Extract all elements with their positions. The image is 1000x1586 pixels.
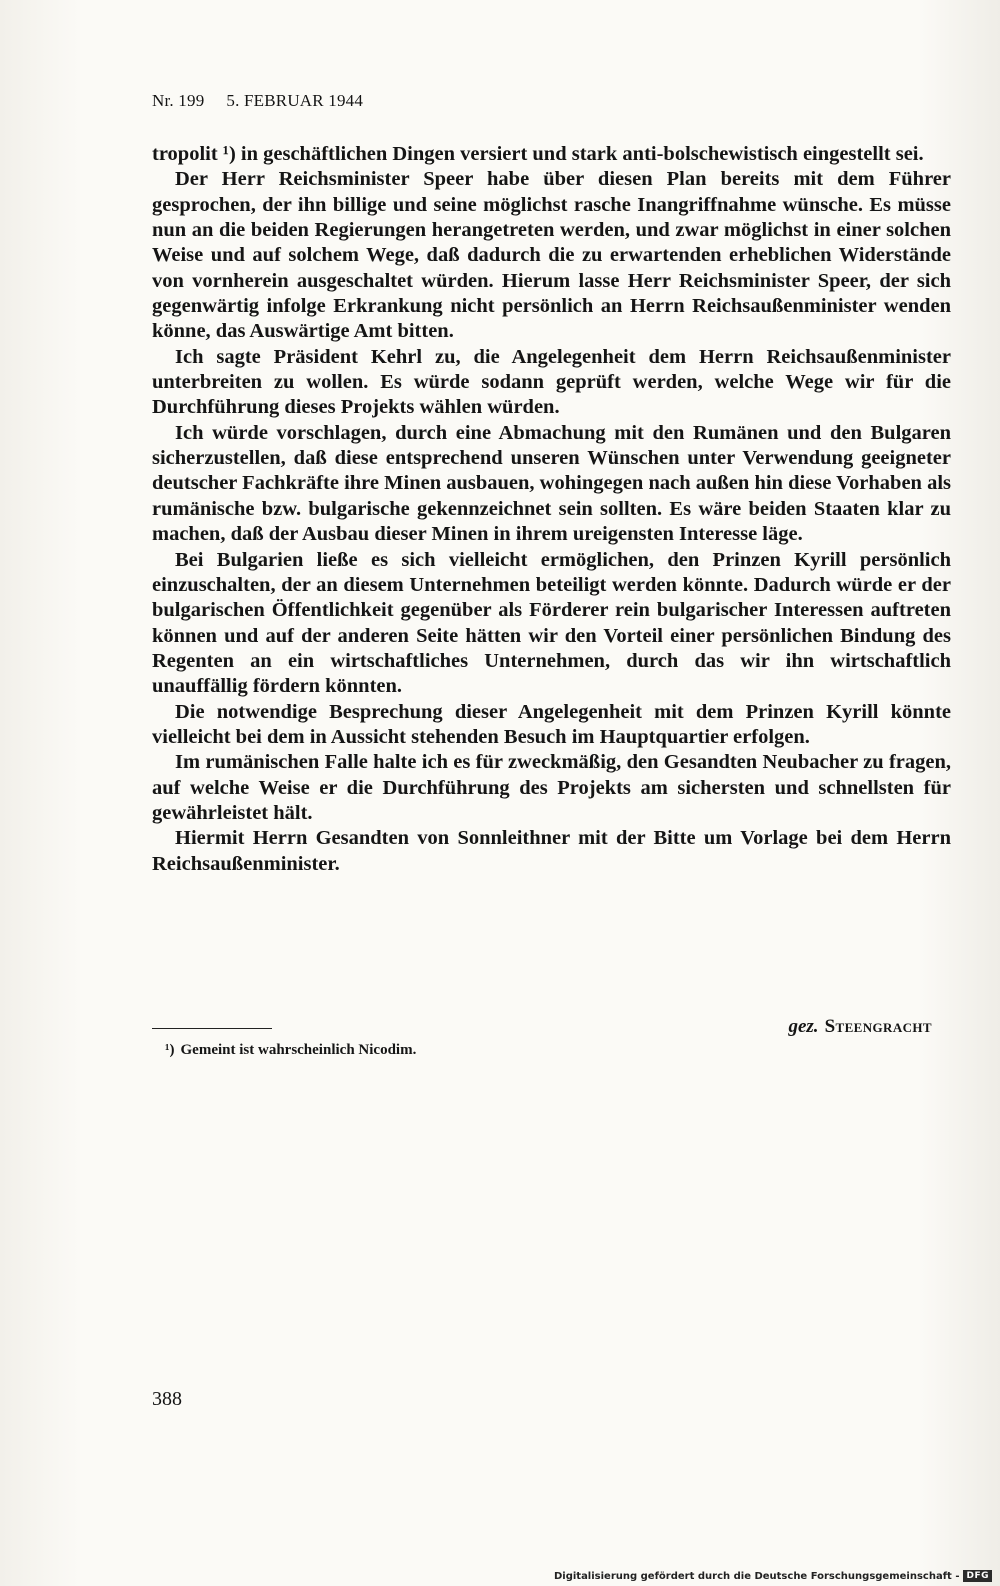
paragraph: tropolit ¹) in geschäftlichen Dingen versiert und stark anti-bolschewistisch eingestellt sei. — [152, 143, 924, 165]
signature-name: Steengracht — [824, 1016, 932, 1037]
signature — [788, 1016, 932, 1038]
footnote — [165, 1042, 416, 1059]
signature-prefix: gez. — [788, 1016, 819, 1037]
paragraph: Ich würde vorschlagen, durch eine Abmachung mit den Rumänen und den Bulgaren sicherzustellen, daß diese entsprechend unseren Wünschen unter Verwendung geeigneter deutscher Fachkräfte ihre Minen ausbauen, wohingegen nach außen hin diese Vorhaben als rumänische bzw. bulgarische gekennzeichnet sein sollten. Es wäre beiden Staaten klar zu machen, daß der Ausbau dieser Minen in ihrem ureigensten Interesse läge. — [152, 421, 951, 546]
digitization-credit — [554, 1570, 992, 1582]
footnote-text: Gemeint ist wahrscheinlich Nicodim. — [180, 1042, 417, 1058]
credit-text: Digitalisierung gefördert durch die Deutsche Forschungsgemeinschaft - — [553, 1570, 960, 1582]
document-number: Nr. 199 — [152, 91, 205, 110]
paragraph: Hiermit Herrn Gesandten von Sonnleithner mit der Bitte um Vorlage bei dem Herrn Reichsaußenminister. — [152, 827, 951, 875]
page-number: 388 — [152, 1388, 182, 1410]
body-text — [152, 142, 951, 877]
paragraph: Ich sagte Präsident Kehrl zu, die Angelegenheit dem Herrn Reichsaußenminister unterbreiten zu wollen. Es würde sodann geprüft werden, welche Wege wir für die Durchführung dieses Projekts wählen würden. — [152, 345, 951, 419]
document-date: 5. FEBRUAR 1944 — [226, 91, 364, 110]
paragraph: Bei Bulgarien ließe es sich vielleicht ermöglichen, den Prinzen Kyrill persönlich einzuschalten, der an diesem Unternehmen beteiligt werden könnte. Dadurch würde er der bulgarischen Öffentlichkeit gegenüber als Förderer rein bulgarischer Interessen auftreten können und auf der anderen Seite hätten wir den Vorteil einer persönlichen Bindung des Regenten an ein wirtschaftliches Unternehmen, durch das wir ihn wirtschaftlich unauffällig fördern könnten. — [152, 548, 951, 698]
footnote-mark: ¹) — [165, 1042, 175, 1058]
paragraph: Im rumänischen Falle halte ich es für zweckmäßig, den Gesandten Neubacher zu fragen, auf welche Weise er die Durchführung des Projekts am sichersten und schnellsten für gewährleistet hält. — [152, 751, 951, 824]
page-header — [152, 91, 363, 111]
paragraph: Der Herr Reichsminister Speer habe über diesen Plan bereits mit dem Führer gesprochen, der ihn billige und seine möglichst rasche Inangriffnahme wünsche. Es müsse nun an die beiden Regierungen herangetreten werden, und zwar möglichst in einer solchen Weise und auf solchem Wege, daß dadurch die zu erwartenden erheblichen Widerstände von vornherein ausgeschaltet würden. Hierum lasse Herr Reichsminister Speer, der sich gegenwärtig infolge Erkrankung nicht persönlich an Herrn Reichsaußenminister wenden könne, das Auswärtige Amt bitten. — [152, 168, 951, 343]
footnote-divider — [152, 1028, 272, 1029]
paragraph: Die notwendige Besprechung dieser Angelegenheit mit dem Prinzen Kyrill könnte vielleicht bei dem in Aussicht stehenden Besuch im Hauptquartier erfolgen. — [152, 700, 951, 748]
dfg-logo-icon: DFG — [963, 1570, 992, 1582]
